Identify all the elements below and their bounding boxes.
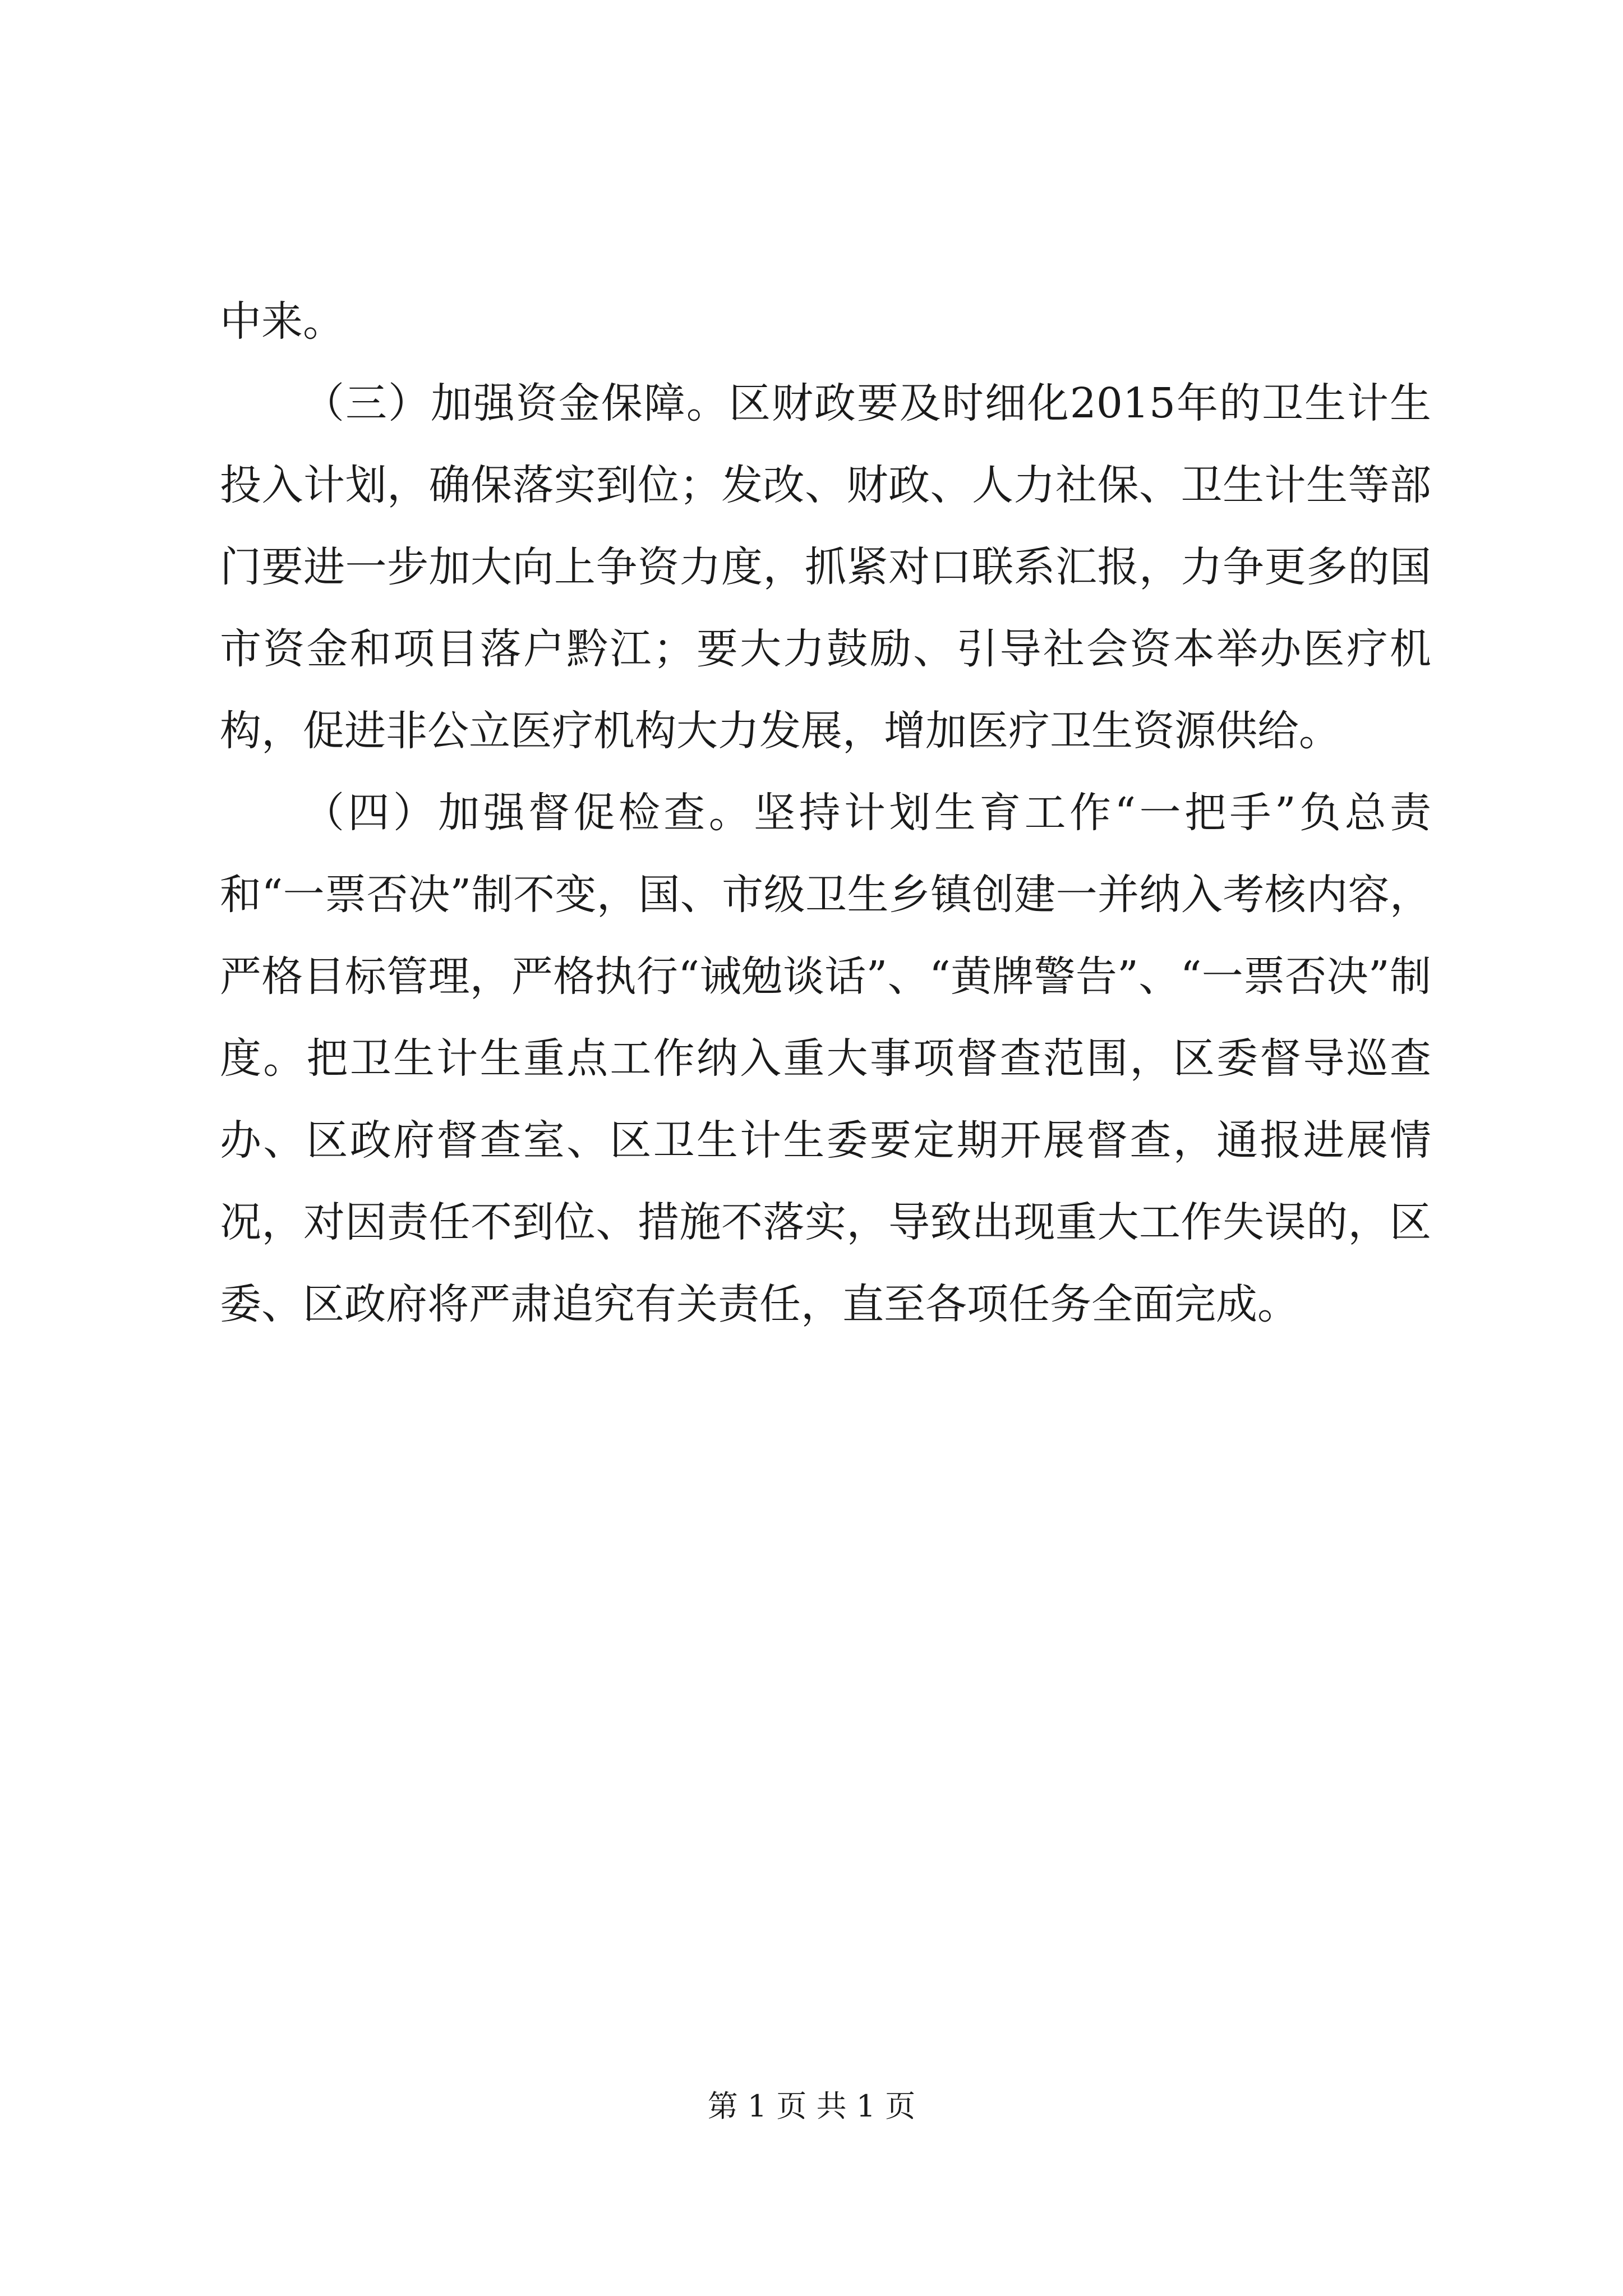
document-body: [220, 280, 1431, 1345]
paragraph-supervision-inspection: （四）加强督促检查。坚持计划生育工作“一把手”负总责和“一票否决”制不变，国、市级卫生乡镇创建一并纳入考核内容，严格目标管理，严格执行“诫勉谈话”、“黄牌警告”、“一票否决”制度。把卫生计生重点工作纳入重大事项督查范围，区委督导巡查办、区政府督查室、区卫生计生委要定期开展督查，通报进展情况，对因责任不到位、措施不落实，导致出现重大工作失误的，区委、区政府将严肃追究有关责任，直至各项任务全面完成。: [220, 789, 1431, 1328]
page-footer: 第 1 页 共 1 页: [707, 2088, 916, 2124]
paragraph-funding-guarantee: （三）加强资金保障。区财政要及时细化2015年的卫生计生投入计划，确保落实到位；发改、财政、人力社保、卫生计生等部门要进一步加大向上争资力度，抓紧对口联系汇报，力争更多的国市资金和项目落户黔江；要大力鼓励、引导社会资本举办医疗机构，促进非公立医疗机构大力发展，增加医疗卫生资源供给。: [220, 379, 1431, 755]
paragraph-continuation: 中来。: [220, 297, 344, 346]
